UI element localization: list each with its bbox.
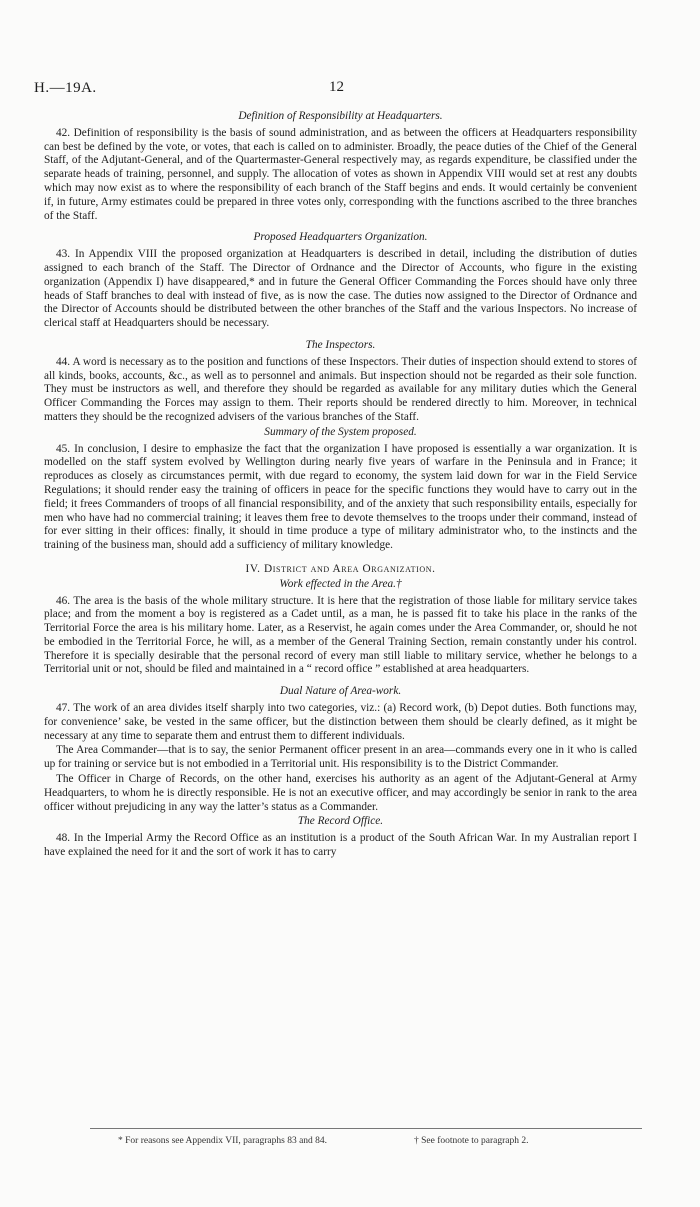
part-heading [44,563,637,577]
paragraph-45: 45. In conclusion, I desire to emphasize the fact that the organization I have proposed is essentially a war organization. It is modelled on the staff system evolved by Wellington during nearly five years of warfare in the Peninsula and in France; it reproduces as closely as circumstances permit, with due regard to economy, the system laid down for war in the Field Service Regulations; it should render easy the training of officers in peace for the specific functions they would have to carry out in the field; it frees Commanders of troops of all financial responsibility, and of the anxiety that such responsibility entails, especially for men who have had no commercial training; it leaves them free to devote themselves to the troops under their command, instead of for ever sitting in their offices: finally, it should in time produce a type of military administrator who, to the instincts and the training of the business man, should add a sufficiency of military knowledge. [44,442,637,552]
paragraph-47-area-commander: The Area Commander—that is to say, the senior Permanent officer present in an area—commands every one in it who is called up for training or service but is not embodied in a Territorial unit. His responsibility is to the District Commander. [44,744,637,771]
heading-proposed-headquarters: Proposed Headquarters Organization. [253,231,428,244]
paragraph-48: 48. In the Imperial Army the Record Office as an institution is a product of the South African War. In my Australian report I have explained the need for it and the sort of work it has to carry [44,832,637,859]
paragraph-44: 44. A word is necessary as to the position and functions of these Inspectors. Their duties of inspection should extend to stores of all kinds, books, accounts, &c., as well as to personnel and animals. But inspection should not be regarded as their sole function. They must be instructors as well, and therefore they should be regarded as available for any military duties which the General Officer Commanding the Forces may assign to them. Their reports should be rendered directly to him. Moreover, in technical matters they should be the recognized advisers of the various branches of the Staff. [44,355,637,423]
part-title: District and Area Organization. [264,562,436,575]
paragraph-46: 46. The area is the basis of the whole military structure. It is here that the registration of those liable for military service takes place; and from the moment a boy is registered as a Cadet until, as a man, he is passed fit to take his place in the ranks of the Territorial Force the area is his military home. Later, as a Reservist, he again comes under the Area Commander, or, should he not be embodied in the Territorial Force, he will, as a member of the General Training Section, remain constantly under his control. Therefore it is specially desirable that the personal record of every man still liable to military service, whether he belongs to a Territorial unit or not, should be filed and maintained in a “ record office ” established at area headquarters. [44,594,637,676]
footnote-rule [90,1128,642,1129]
footnote-dagger: † See footnote to paragraph 2. [414,1136,529,1146]
document-reference: H.—19A. [34,80,97,96]
footnote-star: * For reasons see Appendix VII, paragraphs 83 and 84. [118,1136,328,1146]
heading-record-office: The Record Office. [297,815,384,828]
heading-dual-nature: Dual Nature of Area-work. [279,685,402,698]
page-number: 12 [329,79,344,95]
part-number: IV. [245,562,261,575]
heading-work-in-area: Work effected in the Area.† [279,577,402,590]
paragraph-47: 47. The work of an area divides itself sharply into two categories, viz.: (a) Record work, (b) Depot duties. Both functions may, for convenience’ sake, be vested in the same officer, but the distinction between them should be clearly defined, as it might be necessary at any time to separate them and entrust them to different individuals. [44,702,637,742]
paragraph-43: 43. In Appendix VIII the proposed organization at Headquarters is described in detail, including the distribution of duties assigned to each branch of the Staff. The Director of Ordnance and the Director of Accounts, who figure in the existing organization (Appendix I) have disappeared,* and in future the General Officer Commanding the Forces should have only three heads of Staff branches to deal with instead of five, as is now the case. The duties now assigned to the Director of Ordnance and the Director of Accounts should be distributed between the other branches of the Staff and the various Inspectors. No increase of clerical staff at Headquarters should be necessary. [44,248,637,330]
heading-definition-of-responsibility: Definition of Responsibility at Headquarters. [238,110,443,122]
paragraph-42: 42. Definition of responsibility is the basis of sound administration, and as between the officers at Headquarters responsibility can best be defined by the vote, or votes, that each is called on to administer. Broadly, the peace duties of the Chief of the General Staff, of the Adjutant-General, and of the Quartermaster-General respectively may, as regards expenditure, be classified under the separate heads of training, personnel, and supply. The allocation of votes as shown in Appendix VIII would set at rest any doubts which may now exist as to where the responsibility of each branch of the Staff begins and ends. It would certainly be convenient if, in future, Army estimates could be prepared in three votes only, corresponding with the functions ascribed to the three branches of the Staff. [44,126,637,222]
heading-inspectors: The Inspectors. [305,338,376,351]
heading-summary-of-system: Summary of the System proposed. [264,425,417,438]
document-body [44,110,637,868]
paragraph-47-records-officer: The Officer in Charge of Records, on the other hand, exercises his authority as an agent of the Adjutant-General at Army Headquarters, to whom he is directly responsible. He is not an executive officer, and may accordingly be senior in rank to the area officer without prejudicing in any way the latter’s status as a Commander. [44,773,637,813]
